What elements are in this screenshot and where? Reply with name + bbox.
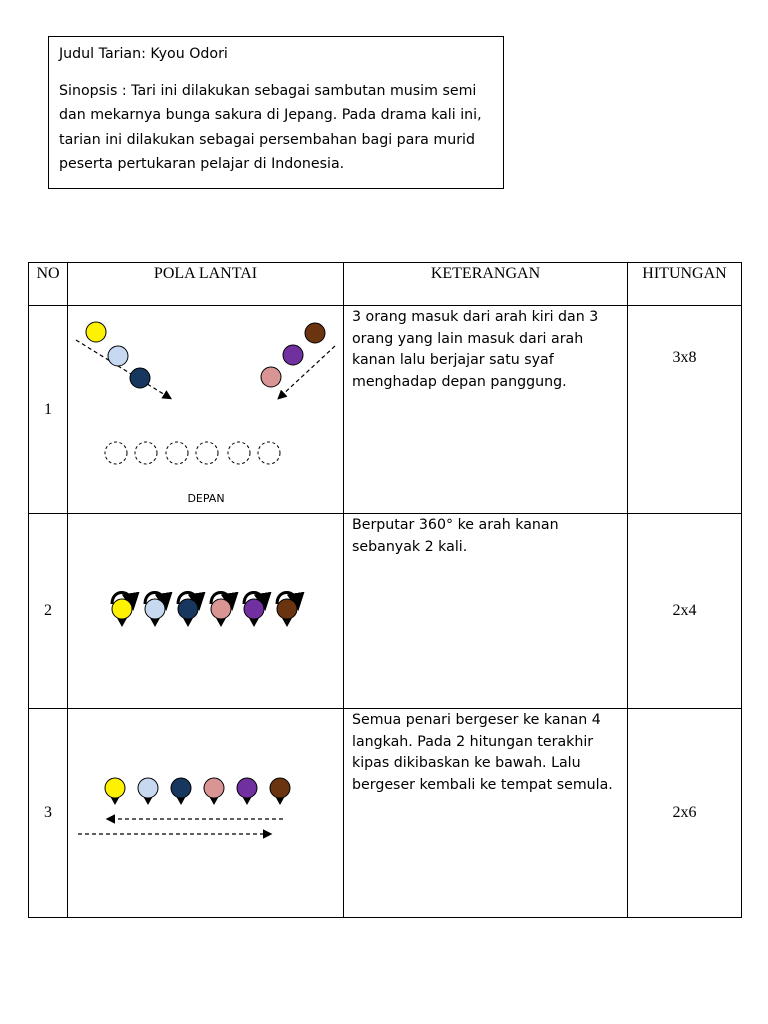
header-description: KETERANGAN [344,263,628,306]
dashed-circle-icon [258,442,280,464]
row-count: 3x8 [628,306,742,514]
row-count: 2x4 [628,514,742,709]
dancer-marker-icon [237,778,257,805]
dashed-circle-icon [105,442,127,464]
dashed-circle-icon [228,442,250,464]
dancer-marker-icon [138,778,158,805]
dancer-marker-icon [261,367,281,387]
dancer-marker-icon [244,599,264,627]
floor-pattern-cell [68,514,344,709]
dashed-circle-icon [166,442,188,464]
dancer-marker-icon [305,323,325,343]
table-row [29,514,742,709]
dance-title: Judul Tarian: Kyou Odori [59,46,228,62]
floor-pattern-diagram-3 [68,709,344,917]
dancer-marker-icon [211,599,231,627]
dancer-marker-icon [270,778,290,805]
stage-front-label: DEPAN [187,492,225,505]
floor-pattern-cell [68,306,344,514]
dance-info-box [48,36,504,189]
dancer-marker-icon [178,599,198,627]
dancer-marker-icon [112,599,132,627]
header-pattern: POLA LANTAI [68,263,344,306]
floor-pattern-table [28,262,742,918]
dashed-circle-icon [135,442,157,464]
dancer-marker-icon [108,346,128,366]
floor-pattern-diagram-1 [68,306,344,513]
dancer-marker-icon [283,345,303,365]
table-row [29,306,742,514]
dancer-marker-icon [145,599,165,627]
row-description: Semua penari bergeser ke kanan 4 langkah. Pada 2 hitungan terakhir kipas dikibaskan ke bawah. Lalu bergeser kembali ke tempat semula. [344,709,628,918]
floor-pattern-diagram-2 [68,514,344,708]
row-count: 2x6 [628,709,742,918]
row-number: 2 [29,514,68,709]
table-row [29,709,742,918]
table-header-row [29,263,742,306]
dashed-circle-icon [196,442,218,464]
dancer-marker-icon [105,778,125,805]
row-number: 3 [29,709,68,918]
floor-pattern-cell [68,709,344,918]
dancer-marker-icon [204,778,224,805]
dancer-marker-icon [277,599,297,627]
header-count: HITUNGAN [628,263,742,306]
dancer-marker-icon [130,368,150,388]
row-description: 3 orang masuk dari arah kiri dan 3 orang yang lain masuk dari arah kanan lalu berjajar satu syaf menghadap depan panggung. [344,306,628,514]
row-number: 1 [29,306,68,514]
dancer-marker-icon [171,778,191,805]
row-description: Berputar 360° ke arah kanan sebanyak 2 kali. [344,514,628,709]
dance-synopsis: Sinopsis : Tari ini dilakukan sebagai sambutan musim semi dan mekarnya bunga sakura di Jepang. Pada drama kali ini, tarian ini dilakukan sebagai persembahan bagi para murid peserta pertukaran pelajar di Indonesia. [59,82,482,172]
dancer-marker-icon [86,322,106,342]
header-no: NO [29,263,68,306]
